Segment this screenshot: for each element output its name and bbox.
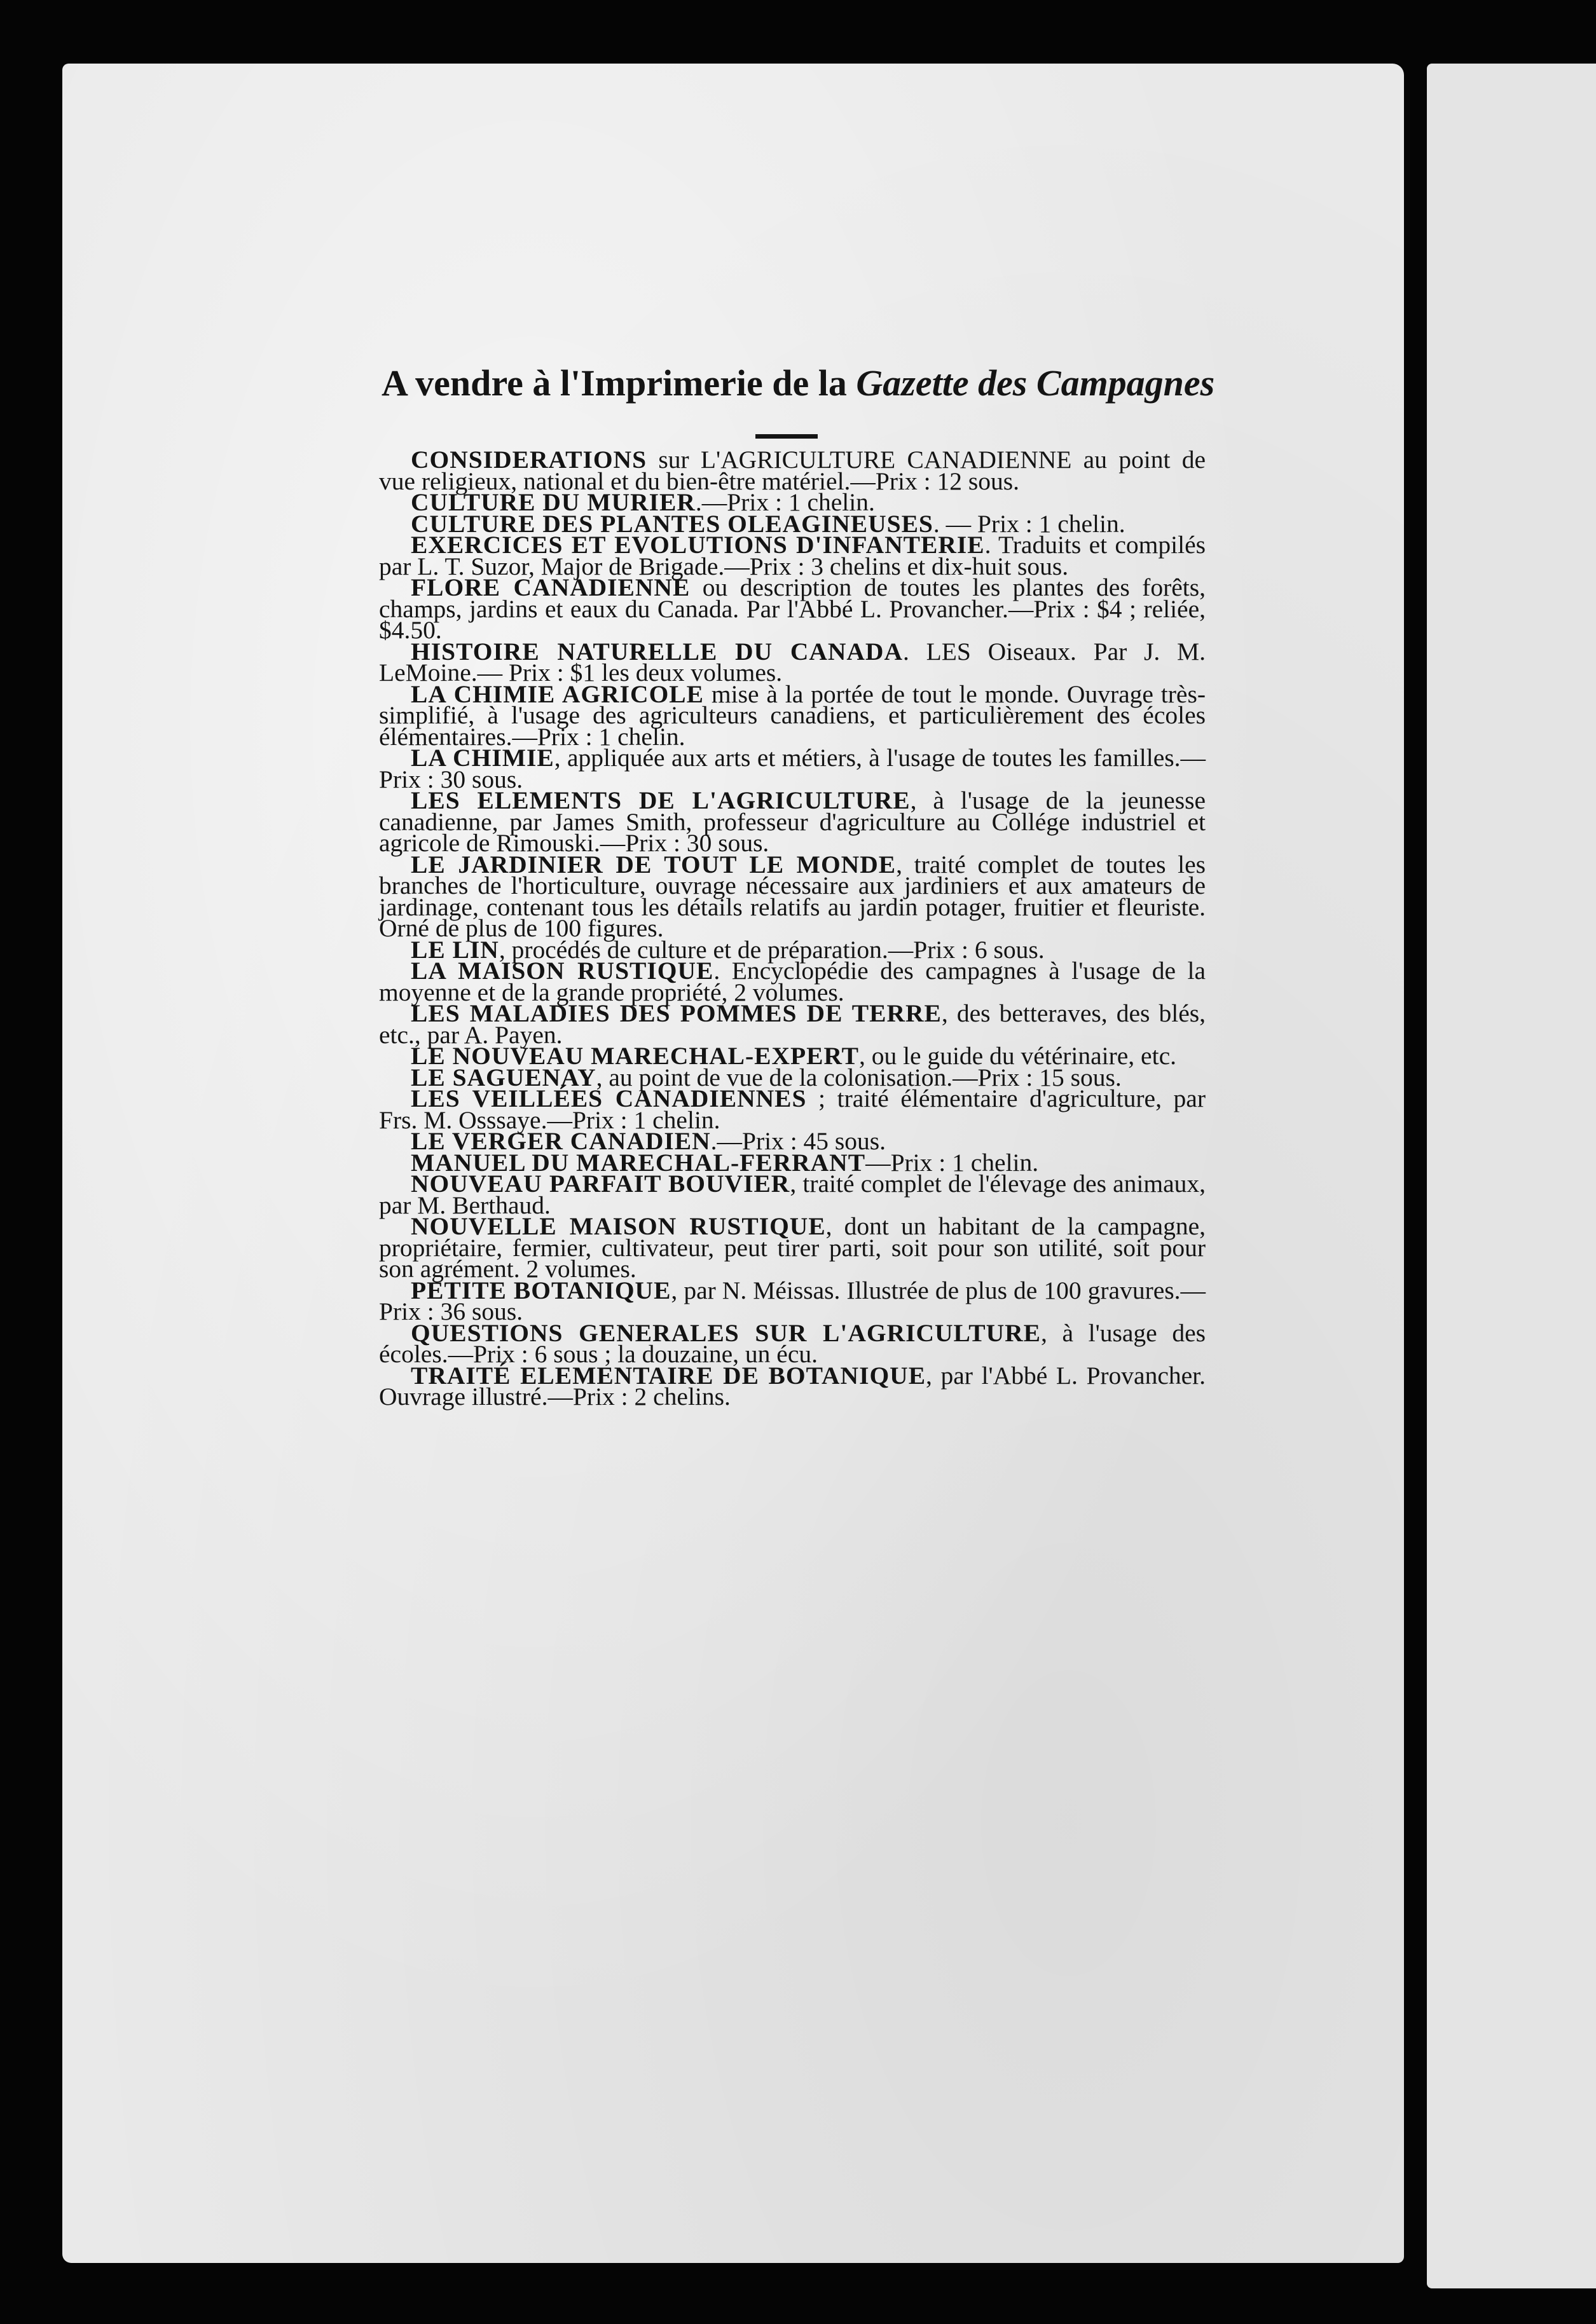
list-item <box>379 637 1206 687</box>
page-title <box>382 361 1215 406</box>
book-description: , par N. Méissas. Illustrée de plus de 100 gravures.—Prix : 36 sous. <box>379 1276 1206 1325</box>
list-item <box>379 957 1206 1006</box>
book-description: . Traduits et compilés par L. T. Suzor, Major de Brigade.—Prix : 3 chelins et dix-huit sous. <box>379 531 1206 580</box>
title-plain: A vendre à l'Imprimerie de la <box>382 362 856 404</box>
book-title: LES ELEMENTS DE L'AGRICULTURE <box>411 786 911 814</box>
book-title: NOUVEAU PARFAIT BOUVIER <box>411 1170 790 1198</box>
book-description: , au point de vue de la colonisation.—Prix : 15 sous. <box>596 1063 1122 1091</box>
list-item <box>379 680 1206 751</box>
book-title: LES VEILLÉES CANADIENNES <box>411 1084 807 1112</box>
book-description: —Prix : 1 chelin. <box>865 1148 1039 1177</box>
book-description: sur L'AGRICULTURE CANADIENNE au point de vue religieux, national et du bien-être matériel.—Prix : 12 sous. <box>379 446 1206 495</box>
adjacent-page-edge <box>1427 64 1596 2288</box>
book-title: MANUEL DU MARECHAL-FERRANT <box>411 1148 866 1177</box>
book-title: HISTOIRE NATURELLE DU CANADA <box>411 637 903 666</box>
list-item <box>379 850 1206 942</box>
book-description: ; traité élémentaire d'agriculture, par Frs. M. Osssaye.—Prix : 1 chelin. <box>379 1084 1206 1134</box>
list-item <box>379 1318 1206 1368</box>
book-listing <box>379 446 1206 1411</box>
list-item <box>379 1361 1206 1411</box>
book-title: QUESTIONS GENERALES SUR L'AGRICULTURE <box>411 1318 1042 1347</box>
list-item <box>379 744 1206 793</box>
list-item <box>379 531 1206 580</box>
book-description: , des betteraves, des blés, etc., par A. Payen. <box>379 999 1206 1049</box>
book-title: LE LIN <box>411 935 499 964</box>
list-item <box>379 1212 1206 1283</box>
list-item <box>379 999 1206 1049</box>
book-description: , à l'usage des écoles.—Prix : 6 sous ; la douzaine, un écu. <box>379 1318 1206 1368</box>
book-title: LE SAGUENAY <box>411 1063 596 1091</box>
title-publication: Gazette des Campagnes <box>856 362 1215 404</box>
list-item <box>379 1084 1206 1134</box>
book-title: PETITE BOTANIQUE <box>411 1276 671 1304</box>
book-title: LA CHIMIE <box>411 744 554 772</box>
book-title: LA CHIMIE AGRICOLE <box>411 680 704 708</box>
book-description: , traité complet de toutes les branches de l'horticulture, ouvrage nécessaire aux jardiniers et aux amateurs de jardinage, contenant tous les détails relatifs au jardin potager, fruitier et fleuriste. Orné de plus de 100 figures. <box>379 850 1206 942</box>
list-item <box>379 1276 1206 1325</box>
book-description: , procédés de culture et de préparation.—Prix : 6 sous. <box>499 935 1045 964</box>
book-description: . LES Oiseaux. Par J. M. LeMoine.— Prix : $1 les deux volumes. <box>379 637 1206 687</box>
book-title: LE VERGER CANADIEN <box>411 1127 711 1155</box>
book-title: LE JARDINIER DE TOUT LE MONDE <box>411 850 897 878</box>
book-title: LE NOUVEAU MARECHAL-EXPERT <box>411 1042 859 1070</box>
book-title: LA MAISON RUSTIQUE <box>411 957 714 985</box>
book-description: .—Prix : 1 chelin. <box>695 488 875 516</box>
title-divider <box>755 434 818 439</box>
book-description: .—Prix : 45 sous. <box>710 1127 886 1155</box>
book-description: . — Prix : 1 chelin. <box>933 509 1125 538</box>
book-description: mise à la portée de tout le monde. Ouvrage très-simplifié, à l'usage des agriculteurs canadiens, et particulièrement des écoles élémentaires.—Prix : 1 chelin. <box>379 680 1206 751</box>
book-title: FLORE CANADIENNE <box>411 573 691 601</box>
book-description: , dont un habitant de la campagne, propriétaire, fermier, cultivateur, peut tirer parti, soit pour son utilité, soit pour son agrément. 2 volumes. <box>379 1212 1206 1283</box>
book-title: NOUVELLE MAISON RUSTIQUE <box>411 1212 826 1240</box>
book-description: , à l'usage de la jeunesse canadienne, par James Smith, professeur d'agriculture au Collége industriel et agricole de Rimouski.—Prix : 30 sous. <box>379 786 1206 857</box>
book-title: EXERCICES ET EVOLUTIONS D'INFANTERIE <box>411 531 985 559</box>
book-description: , par l'Abbé L. Provancher. Ouvrage illustré.—Prix : 2 chelins. <box>379 1361 1206 1411</box>
book-description: , traité complet de l'élevage des animaux, par M. Berthaud. <box>379 1170 1206 1219</box>
book-description: , appliquée aux arts et métiers, à l'usage de toutes les familles.—Prix : 30 sous. <box>379 744 1206 793</box>
book-title: CULTURE DU MURIER <box>411 488 696 516</box>
book-title: TRAITÉ ELEMENTAIRE DE BOTANIQUE <box>411 1361 926 1390</box>
book-description: , ou le guide du vétérinaire, etc. <box>858 1042 1176 1070</box>
book-title: LES MALADIES DES POMMES DE TERRE <box>411 999 942 1027</box>
book-title: CULTURE DES PLANTES OLEAGINEUSES <box>411 509 933 538</box>
book-description: . Encyclopédie des campagnes à l'usage de la moyenne et de la grande propriété, 2 volumes. <box>379 957 1206 1006</box>
list-item <box>379 786 1206 857</box>
list-item <box>379 446 1206 495</box>
list-item <box>379 573 1206 644</box>
list-item <box>379 1170 1206 1219</box>
book-description: ou description de toutes les plantes des forêts, champs, jardins et eaux du Canada. Par l'Abbé L. Provancher.—Prix : $4 ; reliée, $4.50. <box>379 573 1206 644</box>
book-title: CONSIDERATIONS <box>411 446 647 474</box>
